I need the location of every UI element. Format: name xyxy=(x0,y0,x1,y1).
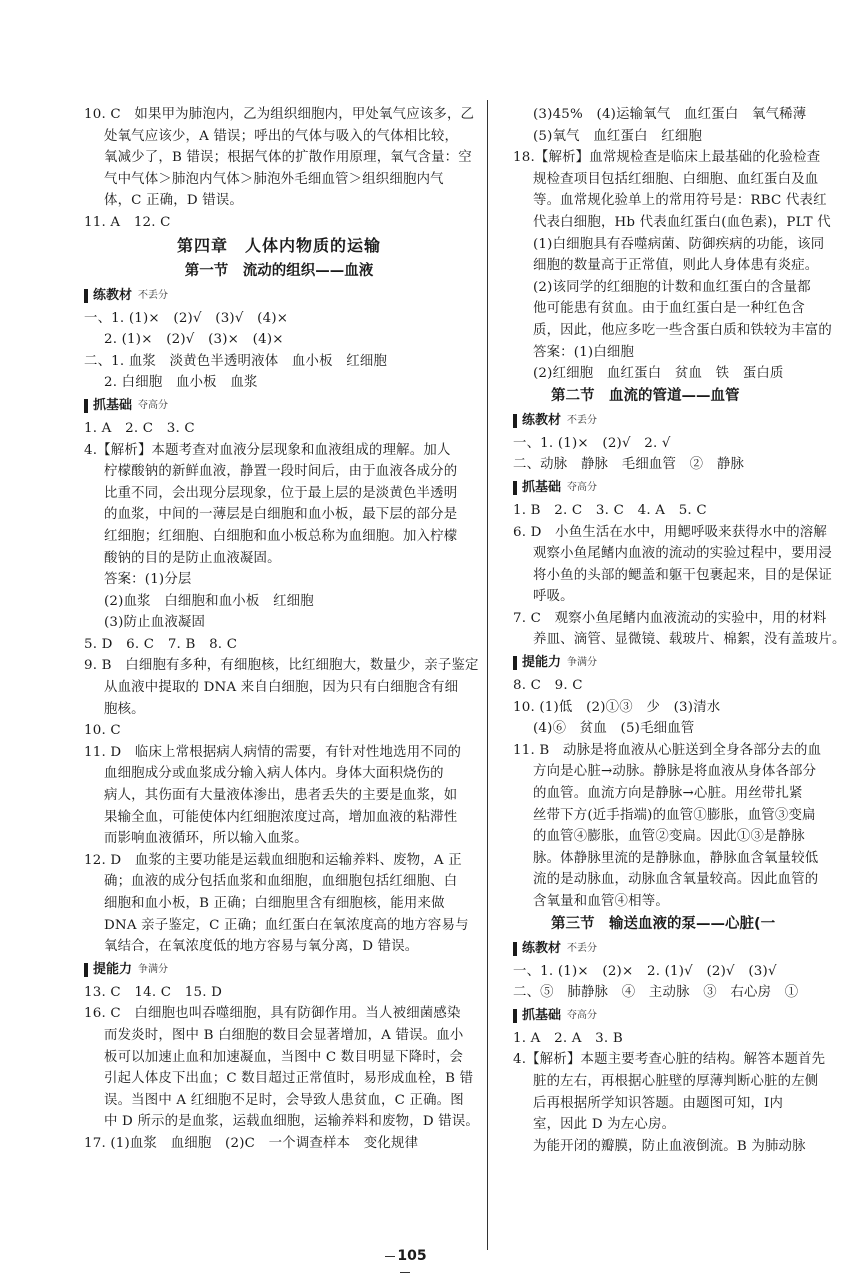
answer-line: 10. C xyxy=(84,723,121,739)
badge-marker-icon xyxy=(513,942,517,956)
answer-line: 引起人体皮下出血；C 数目超过正常值时，易形成血栓，B 错 xyxy=(104,1071,474,1087)
answer-line: 一、1. (1)× (2)√ (3)√ (4)× xyxy=(84,310,289,326)
answer-line: 血细胞成分或血浆成分输入病人体内。身体大面积烧伤的 xyxy=(104,766,444,782)
answer-line: 含氧量和血管④相等。 xyxy=(533,894,669,909)
answer-line: 他可能患有贫血。由于血红蛋白是一种红色含 xyxy=(533,301,805,317)
answer-line: (2)血浆 白细胞和血小板 红细胞 xyxy=(104,593,314,609)
answer-line: 二、1. 血浆 淡黄色半透明液体 血小板 红细胞 xyxy=(84,353,388,369)
answer-line: 从血液中提取的 DNA 来自白细胞，因为只有白细胞含有细 xyxy=(104,680,459,696)
answer-line: 规检查项目包括红细胞、白细胞、血红蛋白及血 xyxy=(533,171,819,187)
answer-line: 丝带下方(近手指端)的血管①膨胀，血管③变扁 xyxy=(533,807,816,823)
answer-line: 体，C 正确，D 错误。 xyxy=(104,193,244,209)
section-heading: 第三节 输送血液的泵——心脏(一 xyxy=(551,915,776,932)
section-badge xyxy=(84,959,474,981)
answer-line: 16. C 白细胞也叫吞噬细胞，具有防御作用。当人被细菌感染 xyxy=(84,1006,461,1022)
answer-line: 代表白细胞，Hb 代表血红蛋白(血色素)，PLT 代 xyxy=(533,214,831,230)
answer-line: 果输全血，可能使体内红细胞浓度过高，增加血液的粘滞性 xyxy=(104,809,458,825)
answer-line: 呼吸。 xyxy=(533,589,574,605)
answer-line: 质，因此，他应多吃一些含蛋白质和铁较为丰富的 xyxy=(533,322,832,338)
left-column xyxy=(84,104,480,1155)
answer-line: 1. A 2. C 3. C xyxy=(84,420,195,436)
answer-line: 养皿、滴管、显微镜、载玻片、棉絮，没有盖玻片。 xyxy=(533,632,846,648)
section-badge xyxy=(513,410,818,432)
answer-line: (3)防止血液凝固 xyxy=(104,615,206,631)
answer-line: 答案：(1)分层 xyxy=(104,572,192,588)
badge-sublabel: 不丢分 xyxy=(567,942,598,954)
answer-line: 17. (1)血浆 血细胞 (2)C 一个调查样本 变化规律 xyxy=(84,1135,419,1151)
answer-line: 4.【解析】本题主要考查心脏的结构。解答本题首先 xyxy=(513,1052,826,1068)
answer-line: 氧减少了，B 错误；根据气体的扩散作用原理，氧气含量：空 xyxy=(104,150,472,166)
answer-line: 而发炎时，图中 B 白细胞的数目会显著增加，A 错误。血小 xyxy=(104,1027,464,1043)
answer-line: 1. A 2. A 3. B xyxy=(513,1030,623,1046)
badge-marker-icon xyxy=(84,399,88,413)
answer-line: 胞核。 xyxy=(104,701,145,717)
answer-line: 10. (1)低 (2)①③ 少 (3)清水 xyxy=(513,699,721,715)
answer-line: DNA 亲子鉴定，C 正确；血红蛋白在氧浓度高的地方容易与 xyxy=(104,917,469,933)
answer-line: 等。血常规化验单上的常用符号是：RBC 代表红 xyxy=(533,193,827,209)
answer-line: 柠檬酸钠的新鲜血液，静置一段时间后，由于血液各成分的 xyxy=(104,464,458,480)
answer-line: 二、⑤ 肺静脉 ④ 主动脉 ③ 右心房 ① xyxy=(513,985,799,1001)
badge-marker-icon xyxy=(513,414,517,428)
answer-line: (2)该同学的红细胞的计数和血红蛋白的含量都 xyxy=(533,279,811,295)
answer-line: 观察小鱼尾鳍内血液的流动的实验过程中，要用浸 xyxy=(533,546,832,562)
answer-line: 13. C 14. C 15. D xyxy=(84,984,223,1000)
section-badge xyxy=(513,938,818,960)
badge-label: 抓基础 xyxy=(522,1007,562,1023)
answer-line: 细胞的数量高于正常值，则此人身体患有炎症。 xyxy=(533,258,819,274)
badge-marker-icon xyxy=(84,963,88,977)
badge-sublabel: 不丢分 xyxy=(567,414,598,426)
answer-line: 9. B 白细胞有多种，有细胞核，比红细胞大，数量少，亲子鉴定 xyxy=(84,658,479,674)
answer-line: 2. (1)× (2)√ (3)× (4)× xyxy=(104,332,284,348)
answer-line: 答案：(1)白细胞 xyxy=(533,344,635,360)
badge-label: 练教材 xyxy=(522,940,562,956)
badge-label: 练教材 xyxy=(522,412,562,428)
answer-line: (3)45% (4)运输氧气 血红蛋白 氧气稀薄 xyxy=(533,107,807,122)
answer-line: 后再根据所学知识答题。由题图可知，Ⅰ内 xyxy=(533,1095,784,1111)
badge-marker-icon xyxy=(513,1009,517,1023)
section-badge xyxy=(513,1005,818,1027)
chapter-heading: 第四章 人体内物质的运输 xyxy=(176,235,381,255)
badge-sublabel: 争满分 xyxy=(567,657,598,669)
section-badge xyxy=(513,652,818,674)
answer-line: 病人，其伤面有大量液体渗出，患者丢失的主要是血浆，如 xyxy=(104,788,458,804)
badge-marker-icon xyxy=(513,656,517,670)
answer-line: 脉。体静脉里流的是静脉血，静脉血含氧量较低 xyxy=(533,850,819,866)
answer-line: 11. A 12. C xyxy=(84,214,171,230)
answer-line: 板可以加速止血和加速凝血，当图中 C 数目明显下降时，会 xyxy=(104,1049,464,1065)
badge-sublabel: 夺高分 xyxy=(138,399,169,411)
answer-line: (4)⑥ 贫血 (5)毛细血管 xyxy=(533,721,695,737)
answer-line: 10. C 如果甲为肺泡内，乙为组织细胞内，甲处氧气应该多，乙 xyxy=(84,107,475,122)
answer-line: 中 D 所示的是血浆，运载血细胞，运输养料和废物，D 错误。 xyxy=(104,1114,480,1130)
answer-line: 细胞和血小板，B 正确；白细胞里含有细胞核，能用来做 xyxy=(104,896,445,911)
section-badge xyxy=(84,395,474,417)
answer-line: 的血管④膨胀，血管②变扁。因此①③是静脉 xyxy=(533,829,805,845)
answer-line: 11. D 临床上常根据病人病情的需要，有针对性地选用不同的 xyxy=(84,744,462,760)
answer-line: 方向是心脏→动脉。静脉是将血液从身体各部分 xyxy=(533,764,817,780)
answer-line: (1)白细胞具有吞噬病菌、防御疾病的功能，该同 xyxy=(533,236,825,252)
answer-line: 4.【解析】本题考查对血液分层现象和血液组成的理解。加人 xyxy=(84,442,451,458)
badge-label: 提能力 xyxy=(93,961,133,977)
answer-line: 气中气体＞肺泡内气体＞肺泡外毛细血管＞组织细胞内气 xyxy=(104,171,444,187)
answer-line: 流的是动脉血，动脉血含氧量较高。因此血管的 xyxy=(533,872,819,888)
badge-marker-icon xyxy=(84,289,88,303)
answer-line: 2. 白细胞 血小板 血浆 xyxy=(104,375,258,391)
answer-line: 6. D 小鱼生活在水中，用鳃呼吸来获得水中的溶解 xyxy=(513,524,827,540)
answer-line: 一、1. (1)× (2)× 2. (1)√ (2)√ (3)√ xyxy=(513,963,777,979)
answer-line: 确；血液的成分包括血浆和血细胞，血细胞包括红细胞、白 xyxy=(104,874,458,890)
answer-line: 一、1. (1)× (2)√ 2. √ xyxy=(513,435,671,451)
badge-marker-icon xyxy=(513,481,517,495)
answer-line: 处氧气应该少，A 错误；呼出的气体与吸入的气体相比较， xyxy=(104,128,459,144)
section-badge xyxy=(513,477,818,499)
right-column xyxy=(513,104,846,1157)
answer-line: 7. C 观察小鱼尾鳍内血液流动的实验中，用的材料 xyxy=(513,610,827,626)
answer-line: 二、动脉 静脉 毛细血管 ② 静脉 xyxy=(513,457,745,473)
badge-label: 练教材 xyxy=(93,287,133,303)
answer-line: (5)氧气 血红蛋白 红细胞 xyxy=(533,128,703,144)
answer-line: 将小鱼的头部的鳃盖和躯干包裹起来，目的是保证 xyxy=(533,567,832,583)
answer-line: 红细胞；红细胞、白细胞和血小板总称为血细胞。加入柠檬 xyxy=(104,528,458,544)
column-divider xyxy=(487,100,488,1250)
answer-line: 1. B 2. C 3. C 4. A 5. C xyxy=(513,502,707,518)
answer-line: 8. C 9. C xyxy=(513,678,583,694)
answer-line: 室，因此 D 为左心房。 xyxy=(533,1117,676,1133)
answer-line: 而影响血液循环，所以输入血浆。 xyxy=(104,831,308,847)
answer-line: 11. B 动脉是将血液从心脏送到全身各部分去的血 xyxy=(513,742,822,758)
answer-line: 误。当图中 A 红细胞不足时，会导致人患贫血，C 正确。图 xyxy=(104,1092,464,1108)
answer-line: 18.【解析】血常规检查是临床上最基础的化验检查 xyxy=(513,150,821,166)
answer-line: 脏的左右，再根据心脏壁的厚薄判断心脏的左侧 xyxy=(533,1073,819,1089)
badge-label: 抓基础 xyxy=(522,479,562,495)
answer-line: 12. D 血浆的主要功能是运载血细胞和运输养料、废物，A 正 xyxy=(84,852,462,868)
badge-sublabel: 夺高分 xyxy=(567,481,598,493)
answer-line: 的血管。血流方向是静脉→心脏。用丝带扎紧 xyxy=(533,786,803,802)
section-heading: 第一节 流动的组织——血液 xyxy=(184,262,374,279)
badge-label: 提能力 xyxy=(522,655,562,671)
section-badge xyxy=(84,285,474,307)
answer-line: 比重不同，会出现分层现象，位于最上层的是淡黄色半透明 xyxy=(104,485,458,501)
badge-sublabel: 夺高分 xyxy=(567,1009,598,1021)
answer-line: 为能开闭的瓣膜，防止血液倒流。B 为肺动脉 xyxy=(533,1138,806,1154)
answer-line: 的血浆，中间的一薄层是白细胞和血小板，最下层的部分是 xyxy=(104,507,458,523)
page-number: 105 xyxy=(380,1248,430,1280)
answer-line: 氧结合，在氧浓度低的地方容易与氧分离，D 错误。 xyxy=(104,939,419,955)
badge-sublabel: 争满分 xyxy=(138,963,169,975)
answer-line: (2)红细胞 血红蛋白 贫血 铁 蛋白质 xyxy=(533,366,784,382)
section-heading: 第二节 血流的管道——血管 xyxy=(551,387,740,404)
answer-line: 酸钠的目的是防止血液凝固。 xyxy=(104,550,281,566)
badge-sublabel: 不丢分 xyxy=(138,289,169,301)
badge-label: 抓基础 xyxy=(93,397,133,413)
answer-line: 5. D 6. C 7. B 8. C xyxy=(84,636,238,652)
